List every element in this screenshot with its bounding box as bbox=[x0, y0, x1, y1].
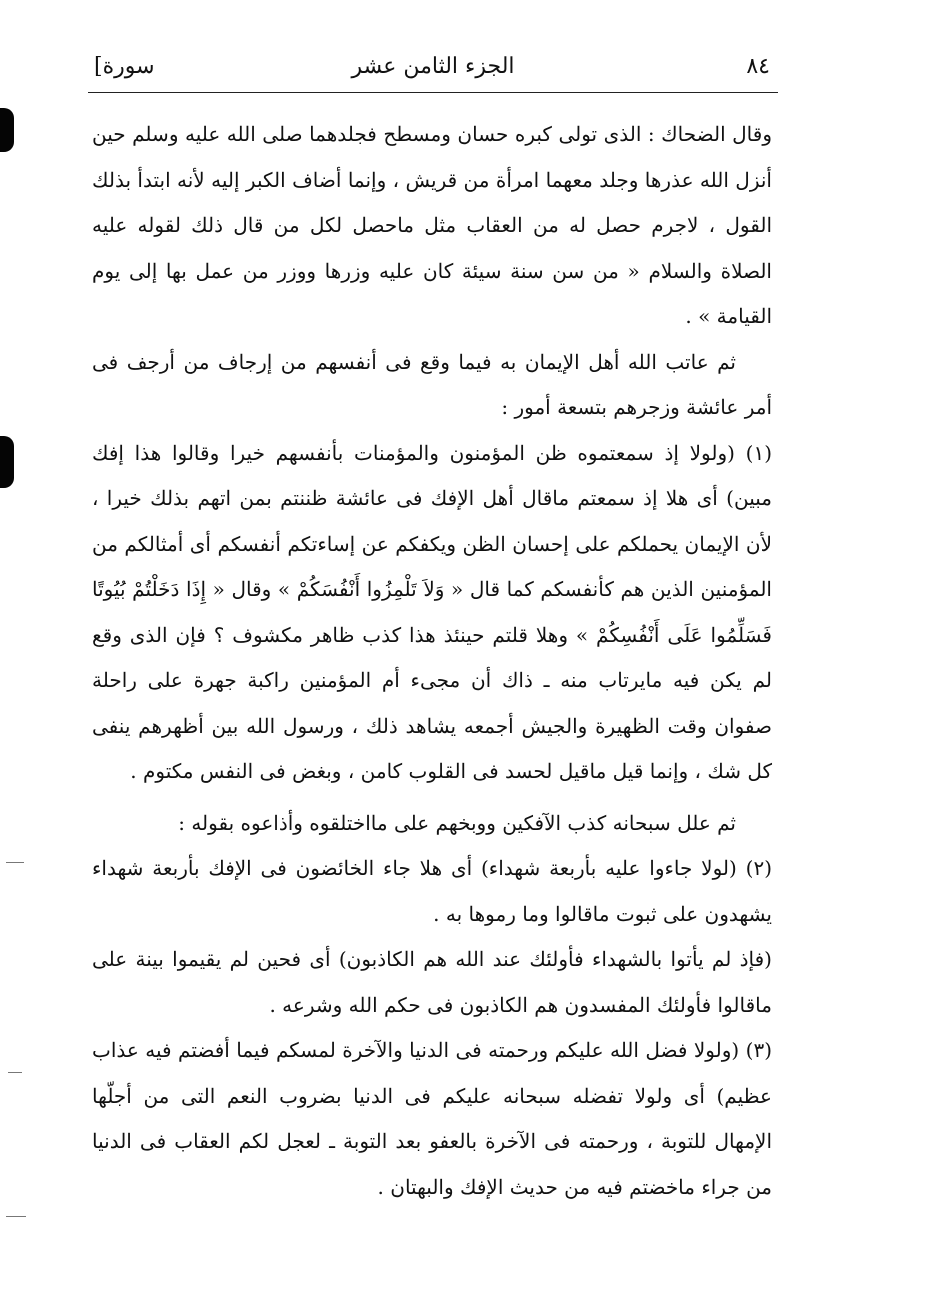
scan-edge-tick bbox=[6, 862, 24, 863]
scan-edge-mark bbox=[0, 108, 14, 152]
paragraph: (٢) (لولا جاءوا عليه بأربعة شهداء) أى هلا جاء الخائضون فى الإفك بأربعة شهداء يشهدون على ثبوت ماقالوا وما رموها به . bbox=[92, 856, 772, 926]
paragraph: وقال الضحاك : الذى تولى كبره حسان ومسطح فجلدهما صلى الله عليه وسلم حين أنزل الله عذرها وجلد معهما امرأة من قريش ، وإنما أضاف الكبر إليه لأنه ابتدأ بذلك القول ، لاجرم حصل له من العقاب مثل ماحصل لكل من قال ذلك لقوله عليه الصلاة والسلام « من سن سنة سيئة كان عليه وزرها ووزر من عمل بها إلى يوم القيامة » . bbox=[92, 122, 772, 328]
paragraph: (فإذ لم يأتوا بالشهداء فأولئك عند الله هم الكاذبون) أى فحين لم يقيموا بينة على ماقالوا فأولئك المفسدون هم الكاذبون فى حكم الله وشرعه . bbox=[92, 947, 772, 1017]
running-title: الجزء الثامن عشر bbox=[351, 54, 515, 79]
surah-label: [سورة bbox=[94, 54, 155, 79]
paragraph: (١) (ولولا إذ سمعتموه ظن المؤمنون والمؤمنات بأنفسهم خيرا وقالوا هذا إفك مبين) أى هلا إذ سمعتم ماقال أهل الإفك فى عائشة ظننتم بمن اتهم بذلك خيرا ، لأن الإيمان يحملكم على إحسان الظن ويكفكم عن إساءتكم أنفسكم أى أمثالكم من المؤمنين الذين هم كأنفسكم كما قال « وَلاَ تَلْمِزُوا أَنْفُسَكُمْ » وقال « إِذَا دَخَلْتُمْ بُيُوتًا فَسَلِّمُوا عَلَى أَنْفُسِكُمْ » وهلا قلتم حينئذ هذا كذب ظاهر مكشوف ؟ فإن الذى وقع لم يكن فيه مايرتاب منه ـ ذاك أن مجىء أم المؤمنين راكبة جهرة على راحلة صفوان وقت الظهيرة والجيش أجمعه يشاهد ذلك ، ورسول الله بين أظهرهم ينفى كل شك ، وإنما قيل ماقيل لحسد فى القلوب كامن ، وبغض فى النفس مكتوم . bbox=[92, 440, 772, 783]
scan-edge-tick bbox=[8, 1072, 22, 1073]
paragraph: ثم علل سبحانه كذب الآفكين ووبخهم على مااختلقوه وأذاعوه بقوله : bbox=[178, 810, 736, 835]
paragraph: (٣) (ولولا فضل الله عليكم ورحمته فى الدنيا والآخرة لمسكم فيما أفضتم فيه عذاب عظيم) أى ولولا تفضله سبحانه عليكم فى الدنيا بضروب النعم التى من أجلّها الإمهال للتوبة ، ورحمته فى الآخرة بالعفو بعد التوبة ـ لعجل لكم العقاب فى الدنيا من جراء ماخضتم فيه من حديث الإفك والبهتان . bbox=[92, 1038, 772, 1199]
scan-edge-mark bbox=[0, 436, 14, 488]
header-rule bbox=[88, 92, 778, 93]
scan-edge-tick bbox=[6, 1216, 26, 1217]
body-text bbox=[92, 112, 772, 1210]
page-number: ٨٤ bbox=[746, 54, 770, 79]
paragraph: ثم عاتب الله أهل الإيمان به فيما وقع فى أنفسهم من إرجاف من أرجف فى أمر عائشة وزجرهم بتسعة أمور : bbox=[92, 349, 772, 419]
page-header bbox=[88, 46, 778, 92]
